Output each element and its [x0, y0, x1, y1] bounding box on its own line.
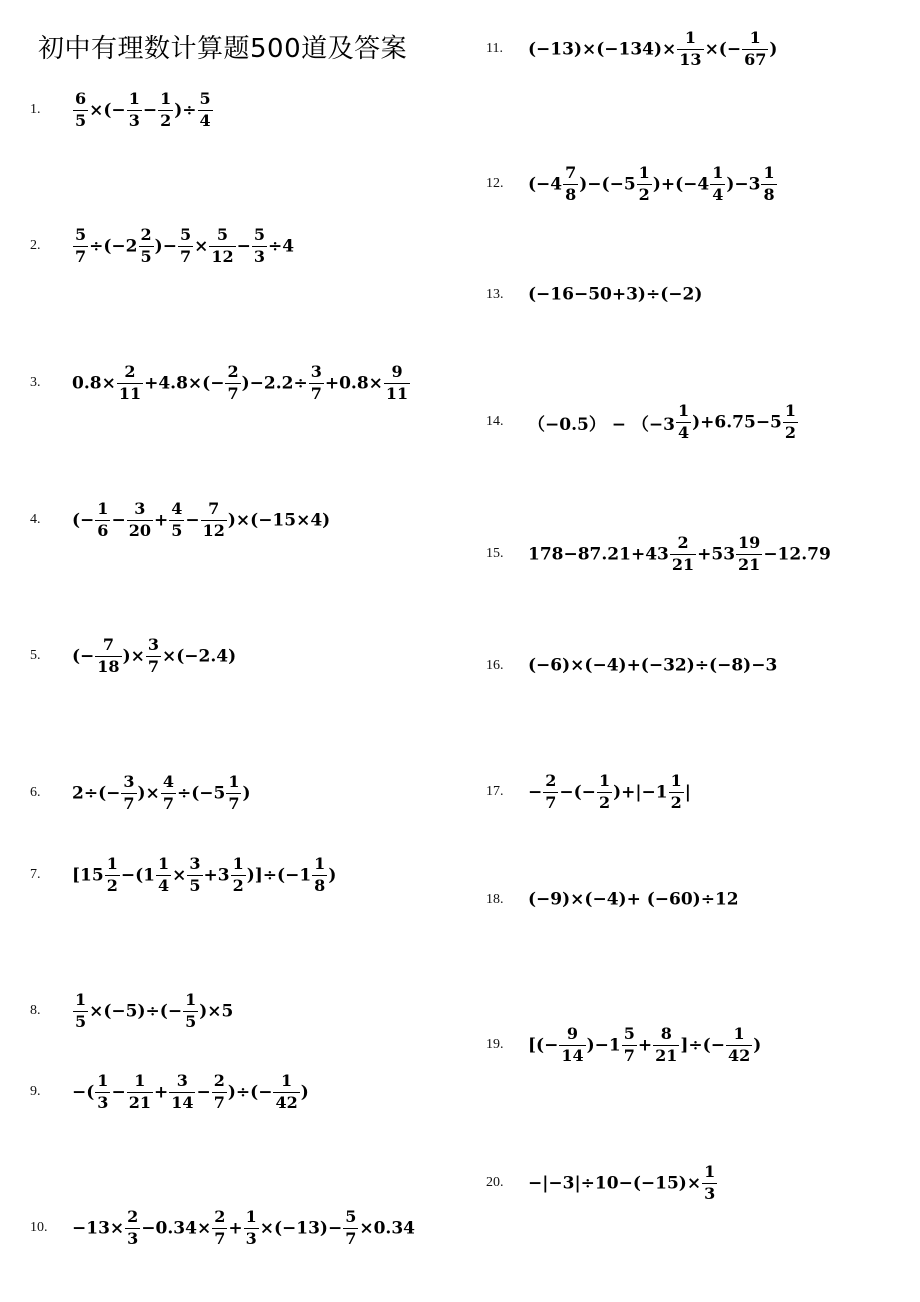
fraction [209, 227, 235, 266]
fraction-numerator: 19 [738, 533, 761, 552]
fraction-denominator: 42 [727, 1045, 751, 1065]
problem-number: 16. [486, 657, 504, 673]
fraction [146, 637, 161, 676]
fraction-numerator: 5 [75, 225, 87, 244]
problem-14 [486, 403, 799, 442]
fraction [127, 1073, 153, 1112]
fraction-denominator: 7 [123, 793, 135, 813]
expression-text: )÷ [174, 100, 197, 121]
fraction-numerator: 2 [213, 1071, 225, 1090]
expression-text: （−0.5） − （−3 [528, 414, 675, 435]
fraction-denominator: 3 [127, 1228, 139, 1248]
problem-expression [72, 91, 214, 130]
fraction [653, 1026, 679, 1065]
problem-4 [30, 501, 330, 540]
expression-text: ) [242, 783, 251, 804]
fraction [231, 856, 246, 895]
fraction [127, 91, 142, 130]
fraction-denominator: 4 [199, 110, 211, 130]
problem-expression [528, 889, 739, 910]
fraction-numerator: 3 [189, 854, 201, 873]
fraction-numerator: 2 [127, 1207, 139, 1226]
expression-text: −|−3|÷10−(−15)× [528, 1173, 702, 1194]
fraction-denominator: 8 [314, 875, 326, 895]
fraction-denominator: 2 [670, 792, 682, 812]
fraction-denominator: 7 [179, 246, 192, 266]
fraction-denominator: 5 [171, 520, 183, 540]
fraction-denominator: 7 [75, 246, 87, 266]
fraction-denominator: 12 [211, 246, 234, 266]
problem-number: 17. [486, 784, 504, 800]
problem-number: 11. [486, 41, 503, 57]
problem-9 [30, 1073, 309, 1112]
expression-text: 0.8× [72, 373, 116, 394]
problem-number: 7. [30, 867, 41, 883]
problem-20 [486, 1164, 718, 1203]
problem-number: 14. [486, 414, 504, 430]
expression-text: − [185, 510, 200, 531]
expression-text: ×(−5)÷(− [89, 1001, 183, 1022]
fraction-numerator: 1 [75, 990, 87, 1009]
fraction [139, 227, 154, 266]
expression-text: − [236, 236, 251, 257]
fraction [669, 773, 684, 812]
fraction [212, 1209, 227, 1248]
fraction [742, 30, 768, 69]
fraction-denominator: 18 [97, 656, 120, 676]
fraction [726, 1026, 752, 1065]
fraction [169, 1073, 195, 1112]
expression-text: × [172, 865, 187, 886]
fraction-numerator: 2 [214, 1207, 226, 1226]
fraction [187, 856, 202, 895]
expression-text: )×(−15×4) [227, 510, 331, 531]
fraction [563, 165, 578, 204]
problem-18 [486, 889, 739, 910]
fraction-numerator: 1 [128, 89, 140, 108]
problem-3 [30, 364, 411, 403]
fraction-denominator: 7 [162, 793, 174, 813]
expression-text: 2÷(− [72, 783, 121, 804]
problem-expression [72, 774, 251, 813]
problem-number: 12. [486, 176, 504, 192]
fraction-numerator: 3 [134, 499, 146, 518]
fraction [73, 91, 88, 130]
fraction [198, 91, 213, 130]
expression-text: ×(− [89, 100, 126, 121]
fraction-denominator: 5 [140, 246, 152, 266]
fraction-denominator: 8 [763, 184, 775, 204]
expression-text: −( [72, 1082, 95, 1103]
fraction-numerator: 9 [566, 1024, 579, 1043]
problem-11 [486, 30, 777, 69]
problem-expression [72, 856, 336, 895]
fraction-numerator: 2 [677, 533, 689, 552]
expression-text: − [528, 782, 543, 803]
expression-text: (−6)×(−4)+(−32)÷(−8)−3 [528, 655, 778, 676]
expression-text: ) [769, 39, 778, 60]
expression-text: +3 [203, 865, 230, 886]
expression-text: )−3 [726, 174, 761, 195]
fraction [622, 1026, 637, 1065]
expression-text: − [196, 1082, 211, 1103]
fraction-denominator: 5 [189, 875, 201, 895]
fraction-numerator: 1 [638, 163, 650, 182]
fraction [161, 774, 176, 813]
fraction-numerator: 4 [171, 499, 183, 518]
fraction [761, 165, 776, 204]
fraction-denominator: 2 [232, 875, 244, 895]
fraction-numerator: 1 [670, 771, 682, 790]
expression-text: ×(− [704, 39, 742, 60]
fraction-numerator: 1 [598, 771, 611, 790]
fraction [95, 1073, 110, 1112]
fraction-numerator: 1 [97, 499, 109, 518]
fraction-denominator: 7 [310, 383, 322, 403]
fraction-numerator: 1 [106, 854, 118, 873]
problem-number: 10. [30, 1220, 48, 1236]
expression-text: + [228, 1218, 243, 1239]
fraction-numerator: 1 [97, 1071, 109, 1090]
fraction [225, 364, 240, 403]
expression-text: 178−87.21+43 [528, 544, 669, 565]
problem-number: 15. [486, 546, 504, 562]
problem-expression [528, 655, 777, 676]
expression-text: ) [328, 865, 337, 886]
expression-text: − [111, 1082, 126, 1103]
fraction-denominator: 4 [157, 875, 170, 895]
expression-text: )−2.2÷ [241, 373, 308, 394]
expression-text: + [637, 1035, 653, 1056]
fraction-denominator: 8 [565, 184, 577, 204]
fraction-denominator: 7 [214, 1228, 226, 1248]
problem-10 [30, 1209, 415, 1248]
fraction-denominator: 3 [97, 1092, 109, 1112]
fraction-denominator: 7 [227, 383, 239, 403]
fraction-denominator: 3 [245, 1228, 257, 1248]
problem-2 [30, 227, 294, 266]
fraction-numerator: 1 [784, 401, 797, 420]
expression-text: (−9)×(−4)+ (−60)÷12 [528, 889, 739, 910]
expression-text: [15 [72, 865, 104, 886]
fraction-denominator: 2 [160, 110, 172, 130]
fraction-numerator: 3 [176, 1071, 188, 1090]
fraction-numerator: 5 [345, 1207, 357, 1226]
problem-number: 8. [30, 1003, 41, 1019]
fraction-denominator: 7 [228, 793, 240, 813]
expression-text: ÷4 [268, 236, 295, 257]
fraction [226, 774, 241, 813]
problem-15 [486, 535, 831, 574]
problem-number: 2. [30, 238, 41, 254]
fraction-denominator: 4 [677, 422, 690, 442]
fraction-denominator: 11 [118, 383, 142, 403]
fraction-numerator: 2 [545, 771, 557, 790]
fraction [710, 165, 725, 204]
fraction-numerator: 9 [391, 362, 403, 381]
expression-text: ×(−13)− [259, 1218, 343, 1239]
problem-expression [528, 1026, 761, 1065]
expression-text: )× [122, 646, 145, 667]
fraction-numerator: 6 [75, 89, 87, 108]
expression-text: ) [300, 1082, 309, 1103]
expression-text: +53 [697, 544, 736, 565]
fraction [158, 91, 173, 130]
fraction [559, 1026, 585, 1065]
fraction-denominator: 13 [679, 49, 702, 69]
problem-number: 18. [486, 891, 504, 907]
expression-text: ]÷(− [680, 1035, 725, 1056]
fraction-numerator: 7 [565, 163, 577, 182]
fraction-numerator: 1 [704, 1162, 716, 1181]
fraction-denominator: 2 [106, 875, 118, 895]
fraction [73, 992, 88, 1031]
fraction-denominator: 21 [738, 554, 761, 574]
fraction-denominator: 2 [638, 184, 650, 204]
expression-text: (−13)×(−134)× [528, 39, 677, 60]
fraction [343, 1209, 358, 1248]
fraction-numerator: 1 [232, 854, 244, 873]
fraction-denominator: 5 [75, 1011, 87, 1031]
problem-7 [30, 856, 336, 895]
expression-text: +4.8×(− [144, 373, 225, 394]
expression-text: − [142, 100, 158, 121]
problem-expression [528, 535, 831, 574]
fraction [95, 637, 121, 676]
fraction-numerator: 1 [749, 28, 761, 47]
fraction-denominator: 3 [704, 1183, 716, 1203]
problem-number: 13. [486, 286, 504, 302]
expression-text: −0.34× [141, 1218, 212, 1239]
fraction [252, 227, 267, 266]
expression-text: − [111, 510, 126, 531]
expression-text: )−1 [586, 1035, 621, 1056]
problem-1 [30, 91, 214, 130]
page-title: 初中有理数计算题500道及答案 [38, 34, 408, 64]
fraction-numerator: 5 [623, 1024, 635, 1043]
fraction [309, 364, 324, 403]
problem-8 [30, 992, 233, 1031]
fraction-numerator: 1 [677, 401, 690, 420]
fraction-denominator: 6 [97, 520, 109, 540]
expression-text: ÷(−5 [176, 783, 226, 804]
expression-text: −12.79 [763, 544, 831, 565]
fraction-numerator: 1 [733, 1024, 745, 1043]
problem-17 [486, 773, 691, 812]
fraction-numerator: 1 [228, 772, 240, 791]
fraction-denominator: 67 [744, 49, 767, 69]
fraction-denominator: 7 [545, 792, 557, 812]
fraction [117, 364, 143, 403]
problem-expression [528, 30, 777, 69]
fraction-numerator: 2 [140, 225, 152, 244]
fraction-denominator: 42 [275, 1092, 298, 1112]
fraction [127, 501, 153, 540]
problem-expression [72, 227, 294, 266]
fraction-numerator: 2 [124, 362, 136, 381]
fraction-denominator: 2 [784, 422, 797, 442]
fraction [543, 773, 558, 812]
problem-expression [528, 165, 778, 204]
problem-number: 6. [30, 785, 41, 801]
fraction-denominator: 20 [128, 520, 151, 540]
problem-number: 19. [486, 1037, 504, 1053]
expression-text: )× [137, 783, 160, 804]
fraction [312, 856, 327, 895]
expression-text: × [194, 236, 209, 257]
fraction-numerator: 1 [684, 28, 696, 47]
expression-text: )]÷(−1 [246, 865, 312, 886]
expression-text: )+|−1 [613, 782, 668, 803]
fraction-numerator: 1 [134, 1071, 146, 1090]
expression-text: ÷(−2 [89, 236, 138, 257]
problem-16 [486, 655, 777, 676]
expression-text: (−4 [528, 174, 563, 195]
expression-text: )×5 [199, 1001, 234, 1022]
fraction-numerator: 5 [199, 89, 211, 108]
fraction-numerator: 7 [102, 635, 114, 654]
expression-text: +0.8× [324, 373, 383, 394]
problem-13 [486, 284, 702, 305]
fraction [169, 501, 184, 540]
fraction-numerator: 5 [253, 225, 265, 244]
expression-text: −(1 [120, 865, 155, 886]
expression-text: )÷(− [227, 1082, 273, 1103]
problem-expression [72, 1209, 415, 1248]
fraction-numerator: 2 [227, 362, 239, 381]
fraction-numerator: 1 [314, 854, 326, 873]
expression-text: (−16−50+3)÷(−2) [528, 284, 703, 305]
fraction-denominator: 11 [385, 383, 409, 403]
fraction-denominator: 7 [345, 1228, 357, 1248]
expression-text: −(− [559, 782, 596, 803]
problem-number: 3. [30, 375, 41, 391]
problem-number: 5. [30, 648, 41, 664]
fraction-numerator: 1 [245, 1207, 257, 1226]
fraction [676, 403, 691, 442]
expression-text: )− [154, 236, 177, 257]
fraction [121, 774, 136, 813]
expression-text: )−(−5 [579, 174, 636, 195]
fraction-numerator: 3 [147, 635, 159, 654]
expression-text: (− [72, 646, 95, 667]
fraction-numerator: 3 [310, 362, 322, 381]
problem-number: 4. [30, 512, 41, 528]
fraction [73, 227, 88, 266]
fraction-numerator: 8 [660, 1024, 672, 1043]
fraction-denominator: 3 [128, 110, 140, 130]
problem-5 [30, 637, 236, 676]
expression-text: [(− [528, 1035, 559, 1056]
expression-text: ×(−2.4) [162, 646, 237, 667]
fraction-numerator: 1 [160, 89, 172, 108]
fraction-denominator: 7 [213, 1092, 225, 1112]
fraction-denominator: 21 [128, 1092, 151, 1112]
problem-number: 1. [30, 102, 41, 118]
fraction [178, 227, 193, 266]
fraction-denominator: 5 [185, 1011, 197, 1031]
problem-expression [528, 773, 691, 812]
fraction-denominator: 7 [147, 656, 159, 676]
fraction [597, 773, 612, 812]
fraction [702, 1164, 717, 1203]
fraction-numerator: 7 [208, 499, 220, 518]
fraction-numerator: 1 [712, 163, 724, 182]
problem-expression [528, 284, 702, 305]
problem-expression [528, 1164, 718, 1203]
fraction-denominator: 21 [655, 1045, 678, 1065]
fraction [677, 30, 703, 69]
fraction-numerator: 1 [157, 854, 170, 873]
fraction [244, 1209, 259, 1248]
fraction [183, 992, 198, 1031]
fraction-denominator: 21 [671, 554, 695, 574]
problem-6 [30, 774, 251, 813]
problem-number: 20. [486, 1175, 504, 1191]
fraction-denominator: 7 [623, 1045, 635, 1065]
fraction [156, 856, 171, 895]
problem-expression [72, 501, 330, 540]
fraction-denominator: 14 [561, 1045, 584, 1065]
problem-12 [486, 165, 778, 204]
fraction-denominator: 5 [75, 110, 87, 130]
fraction-denominator: 4 [712, 184, 724, 204]
expression-text: ) [753, 1035, 762, 1056]
fraction-numerator: 1 [281, 1071, 293, 1090]
fraction [384, 364, 410, 403]
fraction [212, 1073, 227, 1112]
fraction [783, 403, 798, 442]
expression-text: + [153, 510, 169, 531]
expression-text: )+6.75−5 [692, 412, 782, 433]
problem-number: 9. [30, 1084, 41, 1100]
expression-text: (− [72, 510, 95, 531]
fraction [736, 535, 762, 574]
fraction [105, 856, 120, 895]
fraction-denominator: 12 [202, 520, 225, 540]
problem-expression [72, 364, 411, 403]
fraction [201, 501, 227, 540]
expression-text: | [684, 782, 691, 803]
expression-text: −13× [72, 1218, 125, 1239]
fraction-denominator: 3 [253, 246, 265, 266]
problem-expression [72, 1073, 309, 1112]
fraction [670, 535, 696, 574]
fraction-numerator: 1 [185, 990, 197, 1009]
fraction-numerator: 3 [123, 772, 135, 791]
fraction [95, 501, 110, 540]
fraction [125, 1209, 140, 1248]
fraction-numerator: 5 [216, 225, 229, 244]
fraction [273, 1073, 299, 1112]
problem-expression [72, 637, 236, 676]
problem-expression [528, 403, 799, 442]
fraction-numerator: 5 [179, 225, 192, 244]
problem-expression [72, 992, 233, 1031]
expression-text: ×0.34 [359, 1218, 416, 1239]
fraction [637, 165, 652, 204]
expression-text: + [153, 1082, 169, 1103]
fraction-denominator: 2 [598, 792, 611, 812]
fraction-denominator: 14 [171, 1092, 194, 1112]
fraction-numerator: 1 [763, 163, 775, 182]
expression-text: )+(−4 [652, 174, 710, 195]
problem-19 [486, 1026, 761, 1065]
fraction-numerator: 4 [162, 772, 174, 791]
